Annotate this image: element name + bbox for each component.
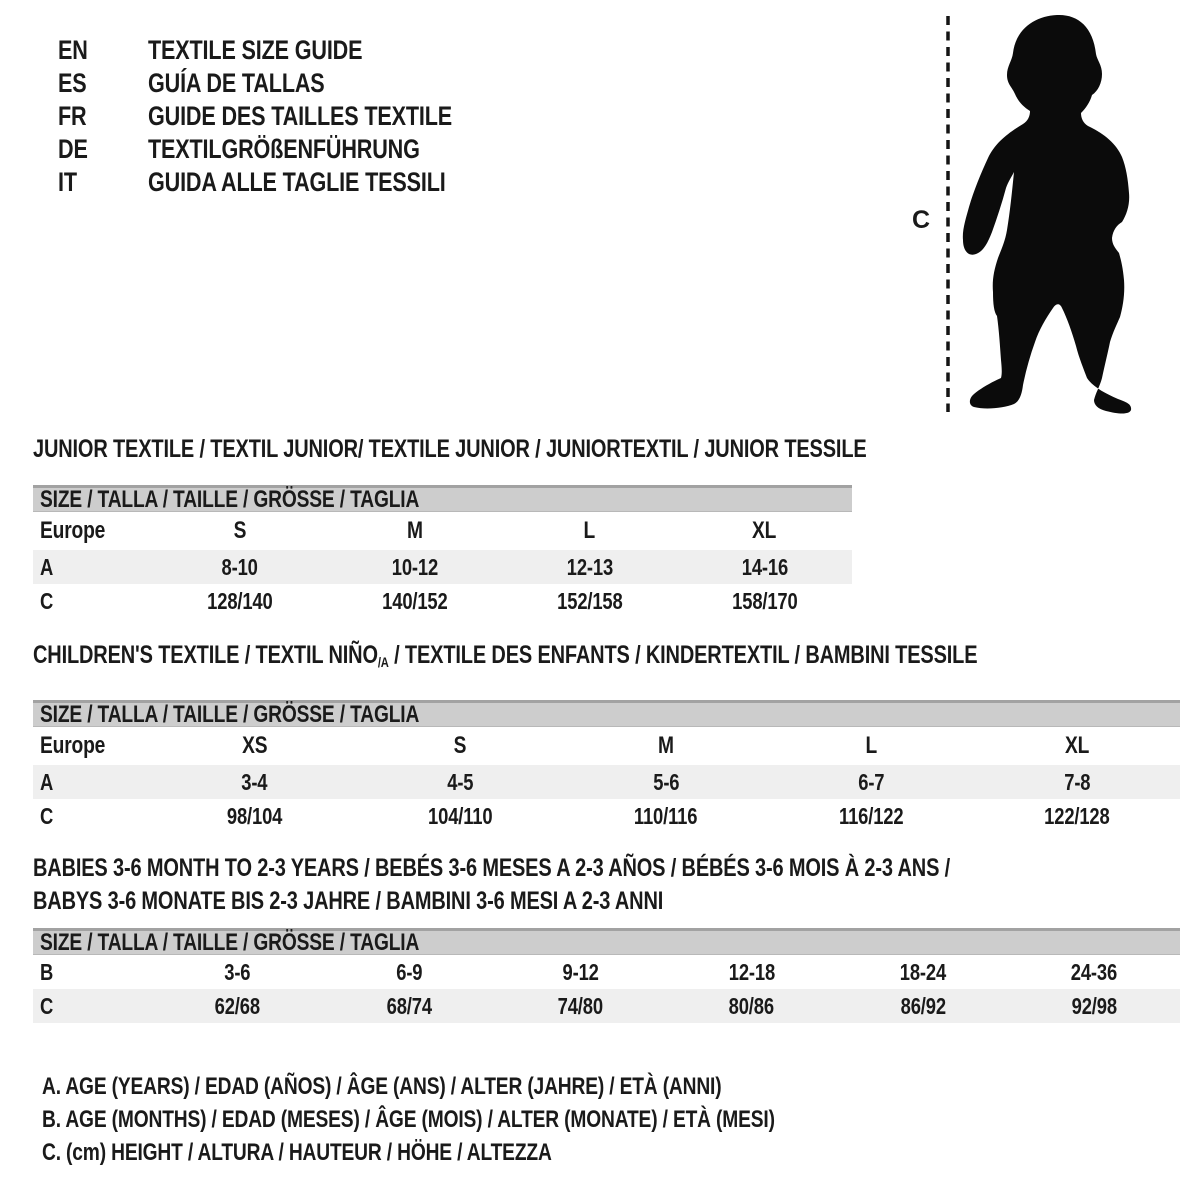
row-label: Europe xyxy=(40,732,106,759)
legend xyxy=(42,1070,958,1169)
height-label-c: C xyxy=(912,206,930,234)
legend-line-c: C. (cm) HEIGHT / ALTURA / HAUTEUR / HÖHE / ALTEZZA xyxy=(42,1139,552,1166)
children-table xyxy=(33,643,1180,833)
children-title-main: CHILDREN'S TEXTILE / TEXTIL NIÑO xyxy=(33,641,378,669)
size-cell: 140/152 xyxy=(381,587,448,614)
language-title: TEXTILGRÖßENFÜHRUNG xyxy=(148,134,420,164)
size-cell: 6-7 xyxy=(858,768,885,795)
size-cell: 7-8 xyxy=(1064,768,1091,795)
size-cell: XS xyxy=(242,732,268,759)
toddler-silhouette xyxy=(963,15,1131,414)
row-label: C xyxy=(40,992,54,1019)
size-cell: 128/140 xyxy=(206,587,273,614)
size-cell: 122/128 xyxy=(1044,802,1110,829)
size-header-label: SIZE / TALLA / TAILLE / GRÖSSE / TAGLIA xyxy=(40,486,420,513)
babies-table-rows xyxy=(33,955,1180,1023)
table-row-europe xyxy=(33,727,1180,765)
row-label: B xyxy=(40,958,54,985)
legend-line-a: A. AGE (YEARS) / EDAD (AÑOS) / ÂGE (ANS) / ALTER (JAHRE) / ETÀ (ANNI) xyxy=(42,1073,722,1100)
junior-table-title: JUNIOR TEXTILE / TEXTIL JUNIOR/ TEXTILE JUNIOR / JUNIORTEXTIL / JUNIOR TESSILE xyxy=(33,435,867,463)
table-row-a xyxy=(33,765,1180,799)
row-label: A xyxy=(40,553,54,580)
size-cell: M xyxy=(658,732,674,759)
row-label: C xyxy=(40,587,54,614)
size-cell: 74/80 xyxy=(557,992,603,1019)
language-code: DE xyxy=(58,134,88,164)
size-header-bar xyxy=(33,928,1180,955)
size-cell: 92/98 xyxy=(1071,992,1117,1019)
table-row-c xyxy=(33,989,1180,1023)
size-header-label: SIZE / TALLA / TAILLE / GRÖSSE / TAGLIA xyxy=(40,929,420,956)
size-cell: 158/170 xyxy=(731,587,798,614)
language-code: FR xyxy=(58,101,87,131)
language-title: TEXTILE SIZE GUIDE xyxy=(148,35,363,65)
size-cell: 3-6 xyxy=(224,958,251,985)
size-header-bar xyxy=(33,485,852,512)
language-row-en xyxy=(58,34,528,67)
size-cell: XL xyxy=(1065,732,1090,759)
row-label: A xyxy=(40,768,54,795)
size-header-label: SIZE / TALLA / TAILLE / GRÖSSE / TAGLIA xyxy=(40,701,420,728)
language-row-it xyxy=(58,166,528,199)
language-title: GUÍA DE TALLAS xyxy=(148,68,325,98)
size-cell: 9-12 xyxy=(562,958,599,985)
language-row-es xyxy=(58,67,528,100)
children-title-sub: /A xyxy=(377,654,389,670)
size-cell: 62/68 xyxy=(215,992,261,1019)
size-cell: S xyxy=(233,517,246,544)
table-row-a xyxy=(33,550,852,584)
language-code: EN xyxy=(58,35,88,65)
size-cell: 12-13 xyxy=(566,553,613,580)
size-cell: 68/74 xyxy=(386,992,432,1019)
size-cell: 5-6 xyxy=(652,768,680,795)
size-cell: 10-12 xyxy=(391,553,438,580)
language-title: GUIDA ALLE TAGLIE TESSILI xyxy=(148,167,446,197)
size-cell: 12-18 xyxy=(728,958,775,985)
size-cell: 152/158 xyxy=(556,587,623,614)
size-cell: 3-4 xyxy=(241,768,268,795)
language-header xyxy=(58,34,528,199)
size-cell: 24-36 xyxy=(1071,958,1118,985)
table-row-b xyxy=(33,955,1180,989)
children-table-title xyxy=(33,641,978,675)
size-cell: 110/116 xyxy=(634,802,698,829)
size-cell: 4-5 xyxy=(447,768,474,795)
legend-line-b: B. AGE (MONTHS) / EDAD (MESES) / ÂGE (MOIS) / ALTER (MONATE) / ETÀ (MESI) xyxy=(42,1106,775,1133)
size-cell: L xyxy=(865,732,878,759)
junior-table xyxy=(33,435,867,618)
size-cell: S xyxy=(454,732,467,759)
size-cell: 98/104 xyxy=(227,802,283,829)
size-cell: 104/110 xyxy=(428,802,493,829)
children-title-rest: / TEXTILE DES ENFANTS / KINDERTEXTIL / BAMBINI TESSILE xyxy=(388,641,978,669)
size-cell: L xyxy=(583,517,596,544)
size-cell: M xyxy=(406,517,423,544)
table-row-c xyxy=(33,584,852,618)
junior-table-rows xyxy=(33,512,852,618)
size-cell: 80/86 xyxy=(729,992,775,1019)
row-label: Europe xyxy=(40,517,106,544)
children-table-rows xyxy=(33,727,1180,833)
babies-table xyxy=(33,852,1180,1023)
size-cell: XL xyxy=(752,517,777,544)
babies-table-title-line2: BABYS 3-6 MONATE BIS 2-3 JAHRE / BAMBINI 3-6 MESI A 2-3 ANNI xyxy=(33,887,664,915)
size-header-bar xyxy=(33,700,1180,727)
language-row-fr xyxy=(58,100,528,133)
size-cell: 6-9 xyxy=(395,958,423,985)
size-cell: 8-10 xyxy=(221,553,258,580)
language-code: ES xyxy=(58,68,87,98)
row-label: C xyxy=(40,802,54,829)
size-cell: 18-24 xyxy=(899,958,947,985)
table-row-europe xyxy=(33,512,852,550)
size-cell: 86/92 xyxy=(900,992,946,1019)
language-code: IT xyxy=(58,167,77,197)
language-row-de xyxy=(58,133,528,166)
table-row-c xyxy=(33,799,1180,833)
size-cell: 116/122 xyxy=(839,802,904,829)
babies-table-title-line1: BABIES 3-6 MONTH TO 2-3 YEARS / BEBÉS 3-6 MESES A 2-3 AÑOS / BÉBÉS 3-6 MOIS À 2-3 ANS / xyxy=(33,854,951,882)
size-cell: 14-16 xyxy=(741,553,788,580)
language-title: GUIDE DES TAILLES TEXTILE xyxy=(148,101,453,131)
toddler-silhouette-figure xyxy=(936,10,1146,418)
